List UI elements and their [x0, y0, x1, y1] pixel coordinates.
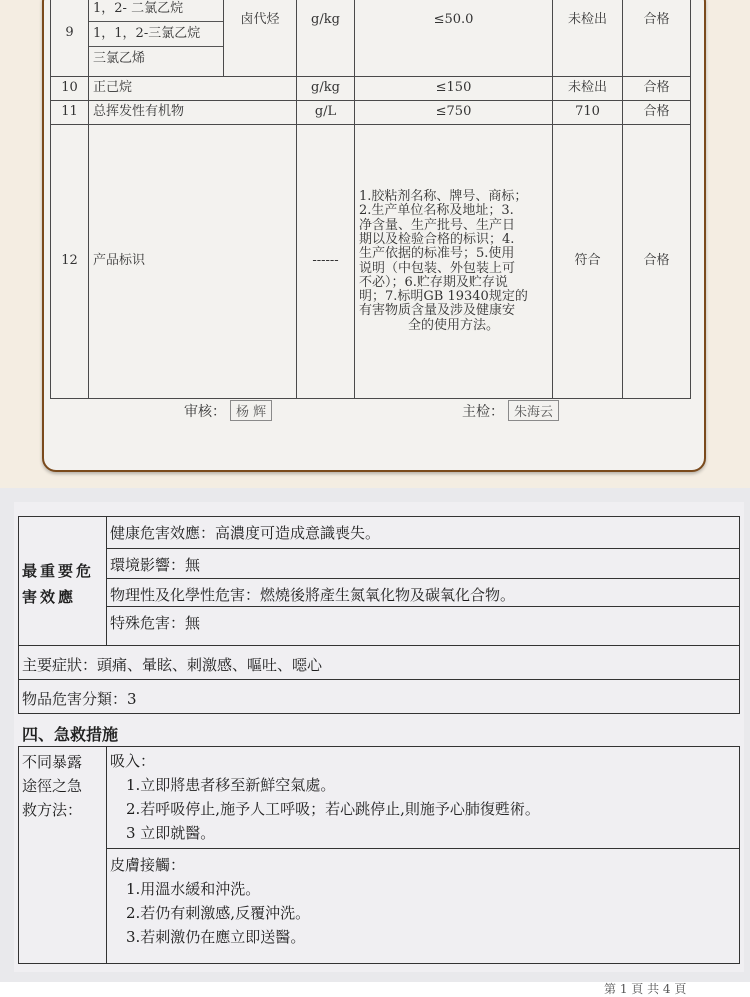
reviewer-signature [184, 400, 272, 421]
requirement-line: 生产依据的标准号；5.使用 [359, 246, 515, 262]
divider [106, 548, 740, 549]
item-name: 正己烷 [89, 77, 297, 101]
item-name: 总挥发性有机物 [89, 101, 297, 125]
result-cell: 未检出 [553, 77, 623, 101]
verdict-cell: 合格 [623, 0, 691, 77]
reviewer-label: 审核： [184, 404, 226, 420]
sub-item: 三氯乙烯 [93, 50, 146, 66]
limit-cell: ≤750 [355, 101, 553, 125]
requirement-line: 1.胶粘剂名称、牌号、商标； [359, 189, 528, 205]
first-aid-label-line: 不同暴露 [22, 753, 83, 771]
unit-cell: g/L [297, 101, 355, 125]
inhalation-title: 吸入： [110, 752, 156, 770]
test-report-card [42, 0, 706, 472]
reviewer-stamp: 杨 辉 [230, 400, 272, 421]
inhalation-step: 2.若呼吸停止,施予人工呼吸；若心跳停止,則施予心肺復甦術。 [126, 800, 540, 818]
safety-data-sheet [14, 502, 744, 996]
table-row [51, 0, 691, 77]
test-results-table [50, 0, 691, 399]
first-aid-label [22, 750, 82, 822]
hazard-label: 最重要危害效應 [22, 562, 95, 606]
table-row [51, 101, 691, 125]
row-number: 10 [51, 77, 89, 101]
requirement-line: 2.生产单位名称及地址；3. [359, 203, 514, 219]
requirement-line: 说明（中包装、外包装上可 [359, 260, 516, 276]
verdict-cell: 合格 [623, 77, 691, 101]
inhalation-step: 3 立即就醫。 [126, 824, 216, 842]
divider [106, 848, 740, 849]
row-number: 12 [51, 125, 89, 399]
unit-cell: g/kg [297, 77, 355, 101]
table-row [51, 125, 691, 399]
skin-step: 3.若刺激仍在應立即送醫。 [126, 928, 306, 946]
requirement-line: 有害物质含量及涉及健康安 [359, 303, 516, 319]
unit-cell: g/kg [297, 0, 355, 77]
section-title: 四、急救措施 [22, 725, 119, 744]
hazard-item: 物理性及化學性危害：燃燒後將產生氮氧化物及碳氧化合物。 [110, 586, 516, 604]
inspector-signature [462, 400, 559, 421]
hazard-item: 環境影響：無 [110, 556, 201, 574]
divider [106, 606, 740, 607]
sub-items-cell [89, 0, 224, 77]
requirement-line: 期以及检验合格的标识；4. [359, 231, 515, 247]
requirement-line: 净含量、生产批号、生产日 [359, 217, 516, 233]
row-number: 9 [51, 0, 89, 77]
skin-title: 皮膚接觸： [110, 856, 186, 874]
page-footer: 第 1 頁 共 4 頁 [604, 982, 687, 996]
result-cell: 710 [553, 101, 623, 125]
inspector-label: 主检： [462, 404, 504, 420]
requirement-line: 明；7.标明GB 19340规定的 [359, 289, 528, 305]
inspector-stamp: 朱海云 [508, 400, 559, 421]
safety-data-sheet-photo [0, 488, 750, 996]
result-cell: 符合 [553, 125, 623, 399]
test-report-photo [0, 0, 750, 488]
item-name: 产品标识 [89, 125, 297, 399]
verdict-cell: 合格 [623, 101, 691, 125]
inhalation-step: 1.立即將患者移至新鮮空氣處。 [126, 776, 336, 794]
sub-item: 1，2- 二氯乙烷 [89, 0, 223, 22]
limit-cell: ≤50.0 [355, 0, 553, 77]
row-number: 11 [51, 101, 89, 125]
skin-step: 1.用溫水緩和沖洗。 [126, 880, 261, 898]
table-row [51, 77, 691, 101]
symptoms-text: 主要症狀：頭痛、暈眩、刺激感、嘔吐、噁心 [22, 656, 323, 674]
first-aid-label-line: 救方法： [22, 801, 83, 819]
divider [106, 746, 107, 964]
divider [106, 578, 740, 579]
sub-item: 1，1，2-三氯乙烷 [89, 22, 223, 47]
limit-cell: ≤150 [355, 77, 553, 101]
classification-text: 物品危害分類：3 [22, 690, 137, 708]
requirement-line: 全的使用方法。 [407, 317, 499, 333]
hazard-item: 健康危害效應：高濃度可造成意識喪失。 [110, 524, 381, 542]
verdict-cell: 合格 [623, 125, 691, 399]
category-cell: 卤代烃 [224, 0, 297, 77]
skin-step: 2.若仍有刺激感,反覆沖洗。 [126, 904, 311, 922]
unit-cell: ------ [297, 125, 355, 399]
requirement-line: 不必）；6.贮存期及贮存说 [359, 274, 508, 290]
requirement-cell [355, 125, 553, 399]
first-aid-label-line: 途徑之急 [22, 777, 83, 795]
hazard-item: 特殊危害：無 [110, 614, 201, 632]
result-cell: 未检出 [553, 0, 623, 77]
